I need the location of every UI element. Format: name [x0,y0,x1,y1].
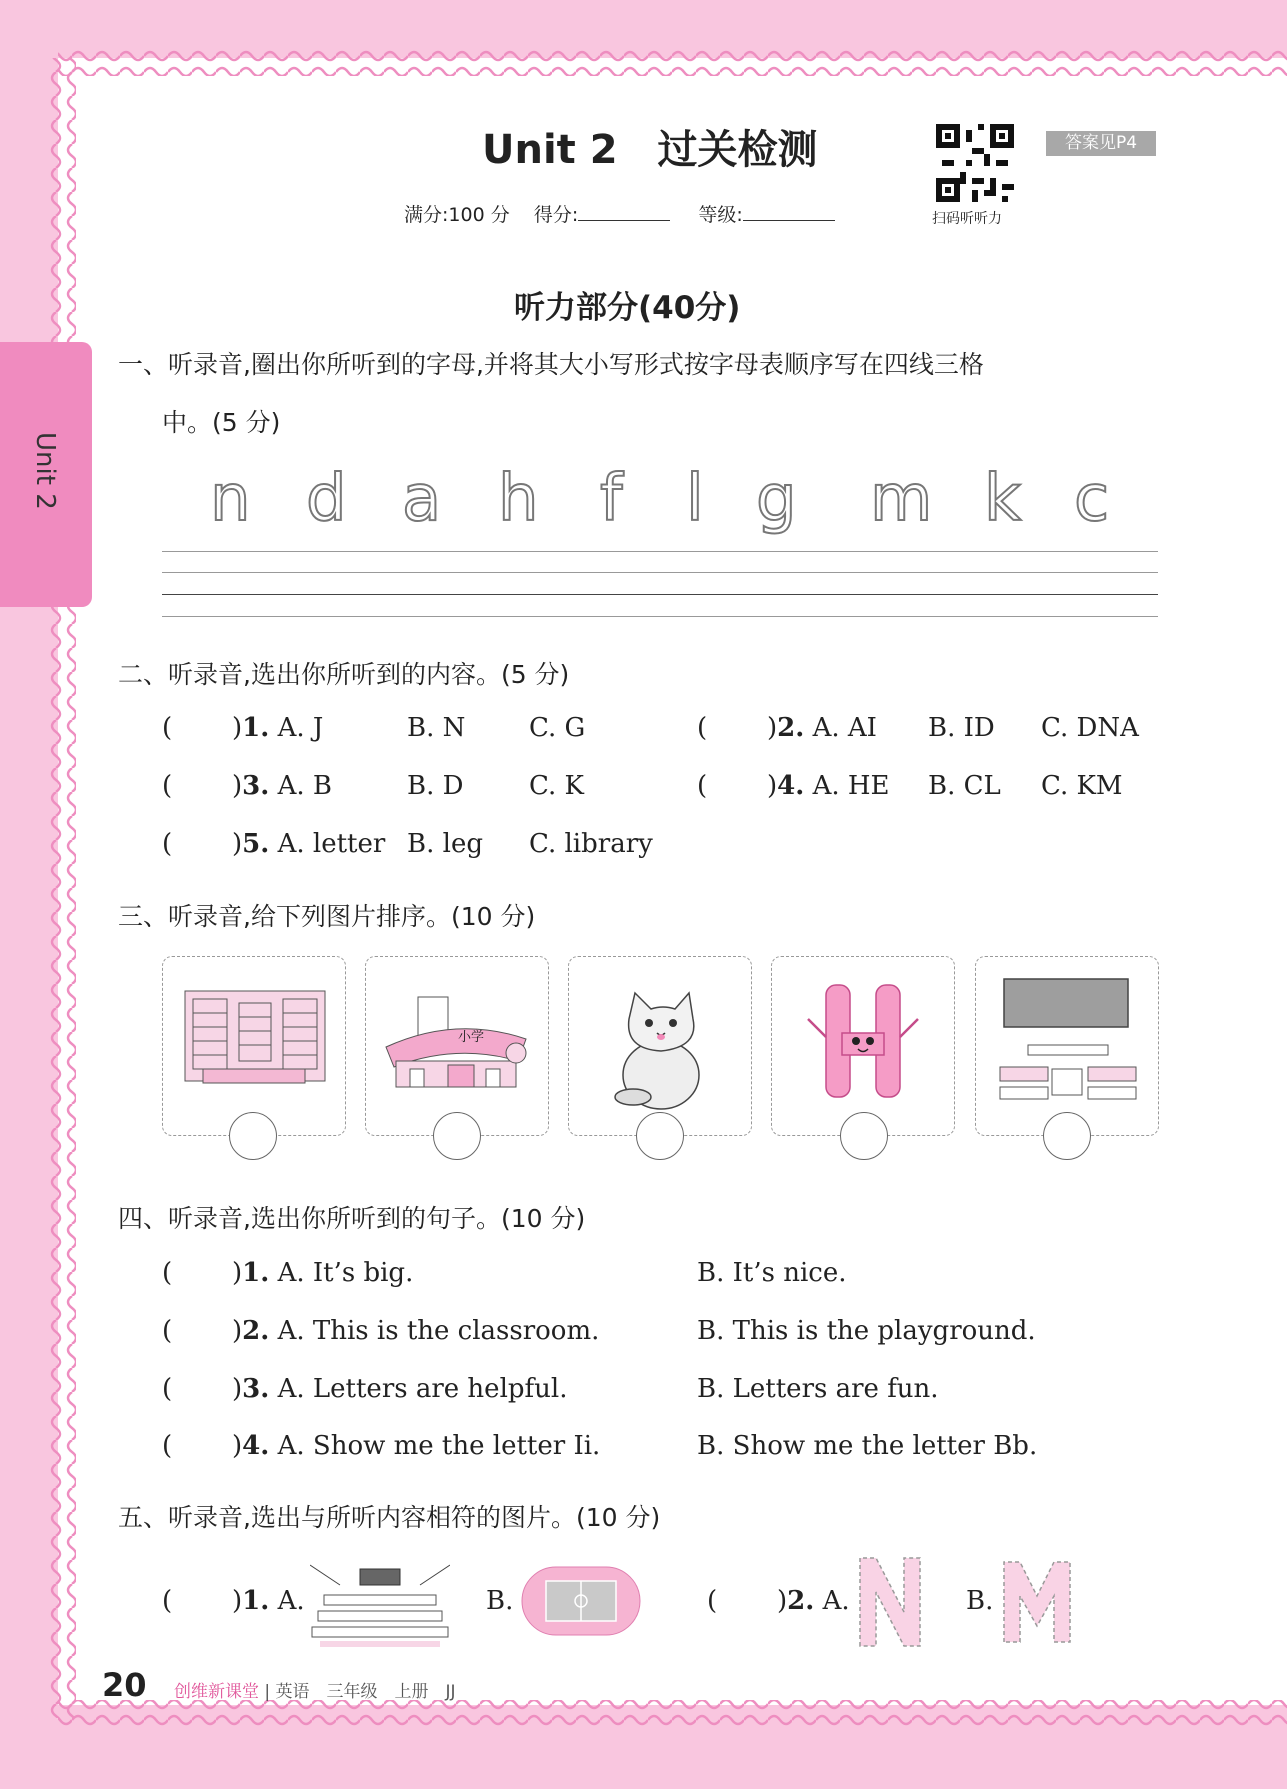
qr-code-icon[interactable] [936,124,1014,202]
letter-option[interactable]: k [984,462,1022,536]
option-b[interactable]: B. CL [928,771,1001,801]
option-a[interactable]: A. This is the classroom. [277,1316,600,1346]
q5-title: 五、听录音,选出与所听内容相符的图片。(10 分) [118,1503,661,1532]
option-a[interactable]: A. letter [277,829,386,859]
q2-item-2: ( )2. A. AI [697,713,877,743]
unit-side-tab [0,342,92,607]
footer-brand: 创维新课堂 [174,1682,259,1702]
answer-paren[interactable]: ( [697,771,708,801]
school-picture [365,956,549,1136]
q5-item-2: ( )2. A. [707,1586,850,1616]
q2-item-3: ( )3. A. B [162,771,332,801]
answer-paren[interactable]: ( [162,1316,173,1346]
q2-item-4: ( )4. A. HE [697,771,890,801]
option-a[interactable]: A. B [277,771,332,801]
option-a[interactable]: A. It’s big. [277,1258,414,1288]
answer-paren[interactable]: ( [162,1586,173,1616]
option-b[interactable]: B. leg [407,829,483,859]
option-b[interactable]: B. ID [928,713,995,743]
cat-picture [568,956,752,1136]
four-line-grid[interactable] [162,551,1158,617]
playground-option-picture[interactable] [520,1565,642,1637]
option-b[interactable]: B. Show me the letter Bb. [697,1431,1038,1461]
q4-item-4: ( )4. A. Show me the letter Ii. [162,1431,601,1461]
answer-paren[interactable]: ( [162,713,173,743]
order-answer-circle[interactable] [636,1112,684,1160]
letter-option[interactable]: a [402,462,442,536]
answer-paren[interactable]: ( [162,771,173,801]
letter-m-option-picture[interactable] [1000,1556,1074,1646]
letter-option[interactable]: m [870,462,933,536]
order-answer-circle[interactable] [229,1112,277,1160]
q5-item-1: ( )1. A. [162,1586,305,1616]
option-b[interactable]: B. This is the playground. [697,1316,1036,1346]
full-score-label: 满分:100 分 [404,204,510,226]
letter-option[interactable]: n [210,462,251,536]
q1-letter-row [190,462,1150,536]
letter-n-option-picture[interactable] [854,1552,926,1650]
order-answer-circle[interactable] [1043,1112,1091,1160]
answer-paren[interactable]: ( [162,1258,173,1288]
q4-item-1: ( )1. A. It’s big. [162,1258,414,1288]
school-sign: 小学 [458,1030,485,1045]
grade-label: 等级: [698,204,743,226]
score-line [404,200,857,227]
option-a[interactable]: A. Show me the letter Ii. [277,1431,601,1461]
letter-option[interactable]: d [306,462,347,536]
answer-paren[interactable]: ( [162,1431,173,1461]
letter-h-picture [771,956,955,1136]
q1-title-line2: 中。(5 分) [162,408,281,437]
option-a[interactable]: A. Letters are helpful. [277,1374,568,1404]
q2-item-1: ( )1. A. J [162,713,324,743]
option-b[interactable]: B. Letters are fun. [697,1374,939,1404]
letter-option[interactable]: g [756,462,797,536]
q3-title: 三、听录音,给下列图片排序。(10 分) [118,902,536,931]
option-b[interactable]: B. [966,1586,994,1616]
option-c[interactable]: C. KM [1041,771,1123,801]
score-blank [578,220,670,221]
page-number: 20 [102,1666,147,1704]
score-label: 得分: [533,204,579,226]
side-tab-label: Unit 2 [30,432,60,510]
answer-paren[interactable]: ( [697,713,708,743]
option-a[interactable]: A. J [277,713,324,743]
letter-option[interactable]: f [600,462,623,536]
q2-item-5: ( )5. A. letter [162,829,386,859]
option-a[interactable]: A. [277,1586,305,1616]
q4-item-2: ( )2. A. This is the classroom. [162,1316,600,1346]
option-b[interactable]: B. D [407,771,464,801]
letter-option[interactable]: h [498,462,539,536]
q2-title: 二、听录音,选出你所听到的内容。(5 分) [118,660,570,689]
order-answer-circle[interactable] [840,1112,888,1160]
answer-paren[interactable]: ( [162,829,173,859]
q1-title-line1: 一、听录音,圈出你所听到的字母,并将其大小写形式按字母表顺序写在四线三格 [118,350,984,379]
q4-item-3: ( )3. A. Letters are helpful. [162,1374,568,1404]
qr-label: 扫码听听力 [932,211,1002,227]
letter-option[interactable]: l [686,462,704,536]
option-c[interactable]: C. DNA [1041,713,1139,743]
answer-paren[interactable]: ( [707,1586,718,1616]
option-c[interactable]: C. K [529,771,584,801]
footer-book-info: 英语 三年级 上册 JJ [275,1682,456,1702]
q4-title: 四、听录音,选出你所听到的句子。(10 分) [118,1204,586,1233]
letter-option[interactable]: c [1074,462,1110,536]
footer-brand-line: 创维新课堂 | 英语 三年级 上册 JJ [174,1682,456,1702]
classroom-picture [975,956,1159,1136]
page-title: Unit 2 过关检测 [482,127,818,173]
option-c[interactable]: C. library [529,829,653,859]
order-answer-circle[interactable] [433,1112,481,1160]
option-a[interactable]: A. AI [812,713,877,743]
option-c[interactable]: C. G [529,713,586,743]
library-picture [162,956,346,1136]
answer-paren[interactable]: ( [162,1374,173,1404]
option-a[interactable]: A. [822,1586,850,1616]
classroom-option-picture[interactable] [310,1555,450,1649]
listening-section-heading: 听力部分(40分) [514,290,741,326]
option-b[interactable]: B. It’s nice. [697,1258,847,1288]
answer-badge: 答案见P4 [1046,131,1156,156]
option-b[interactable]: B. [486,1586,514,1616]
grade-blank [743,220,835,221]
option-a[interactable]: A. HE [812,771,890,801]
option-b[interactable]: B. N [407,713,466,743]
